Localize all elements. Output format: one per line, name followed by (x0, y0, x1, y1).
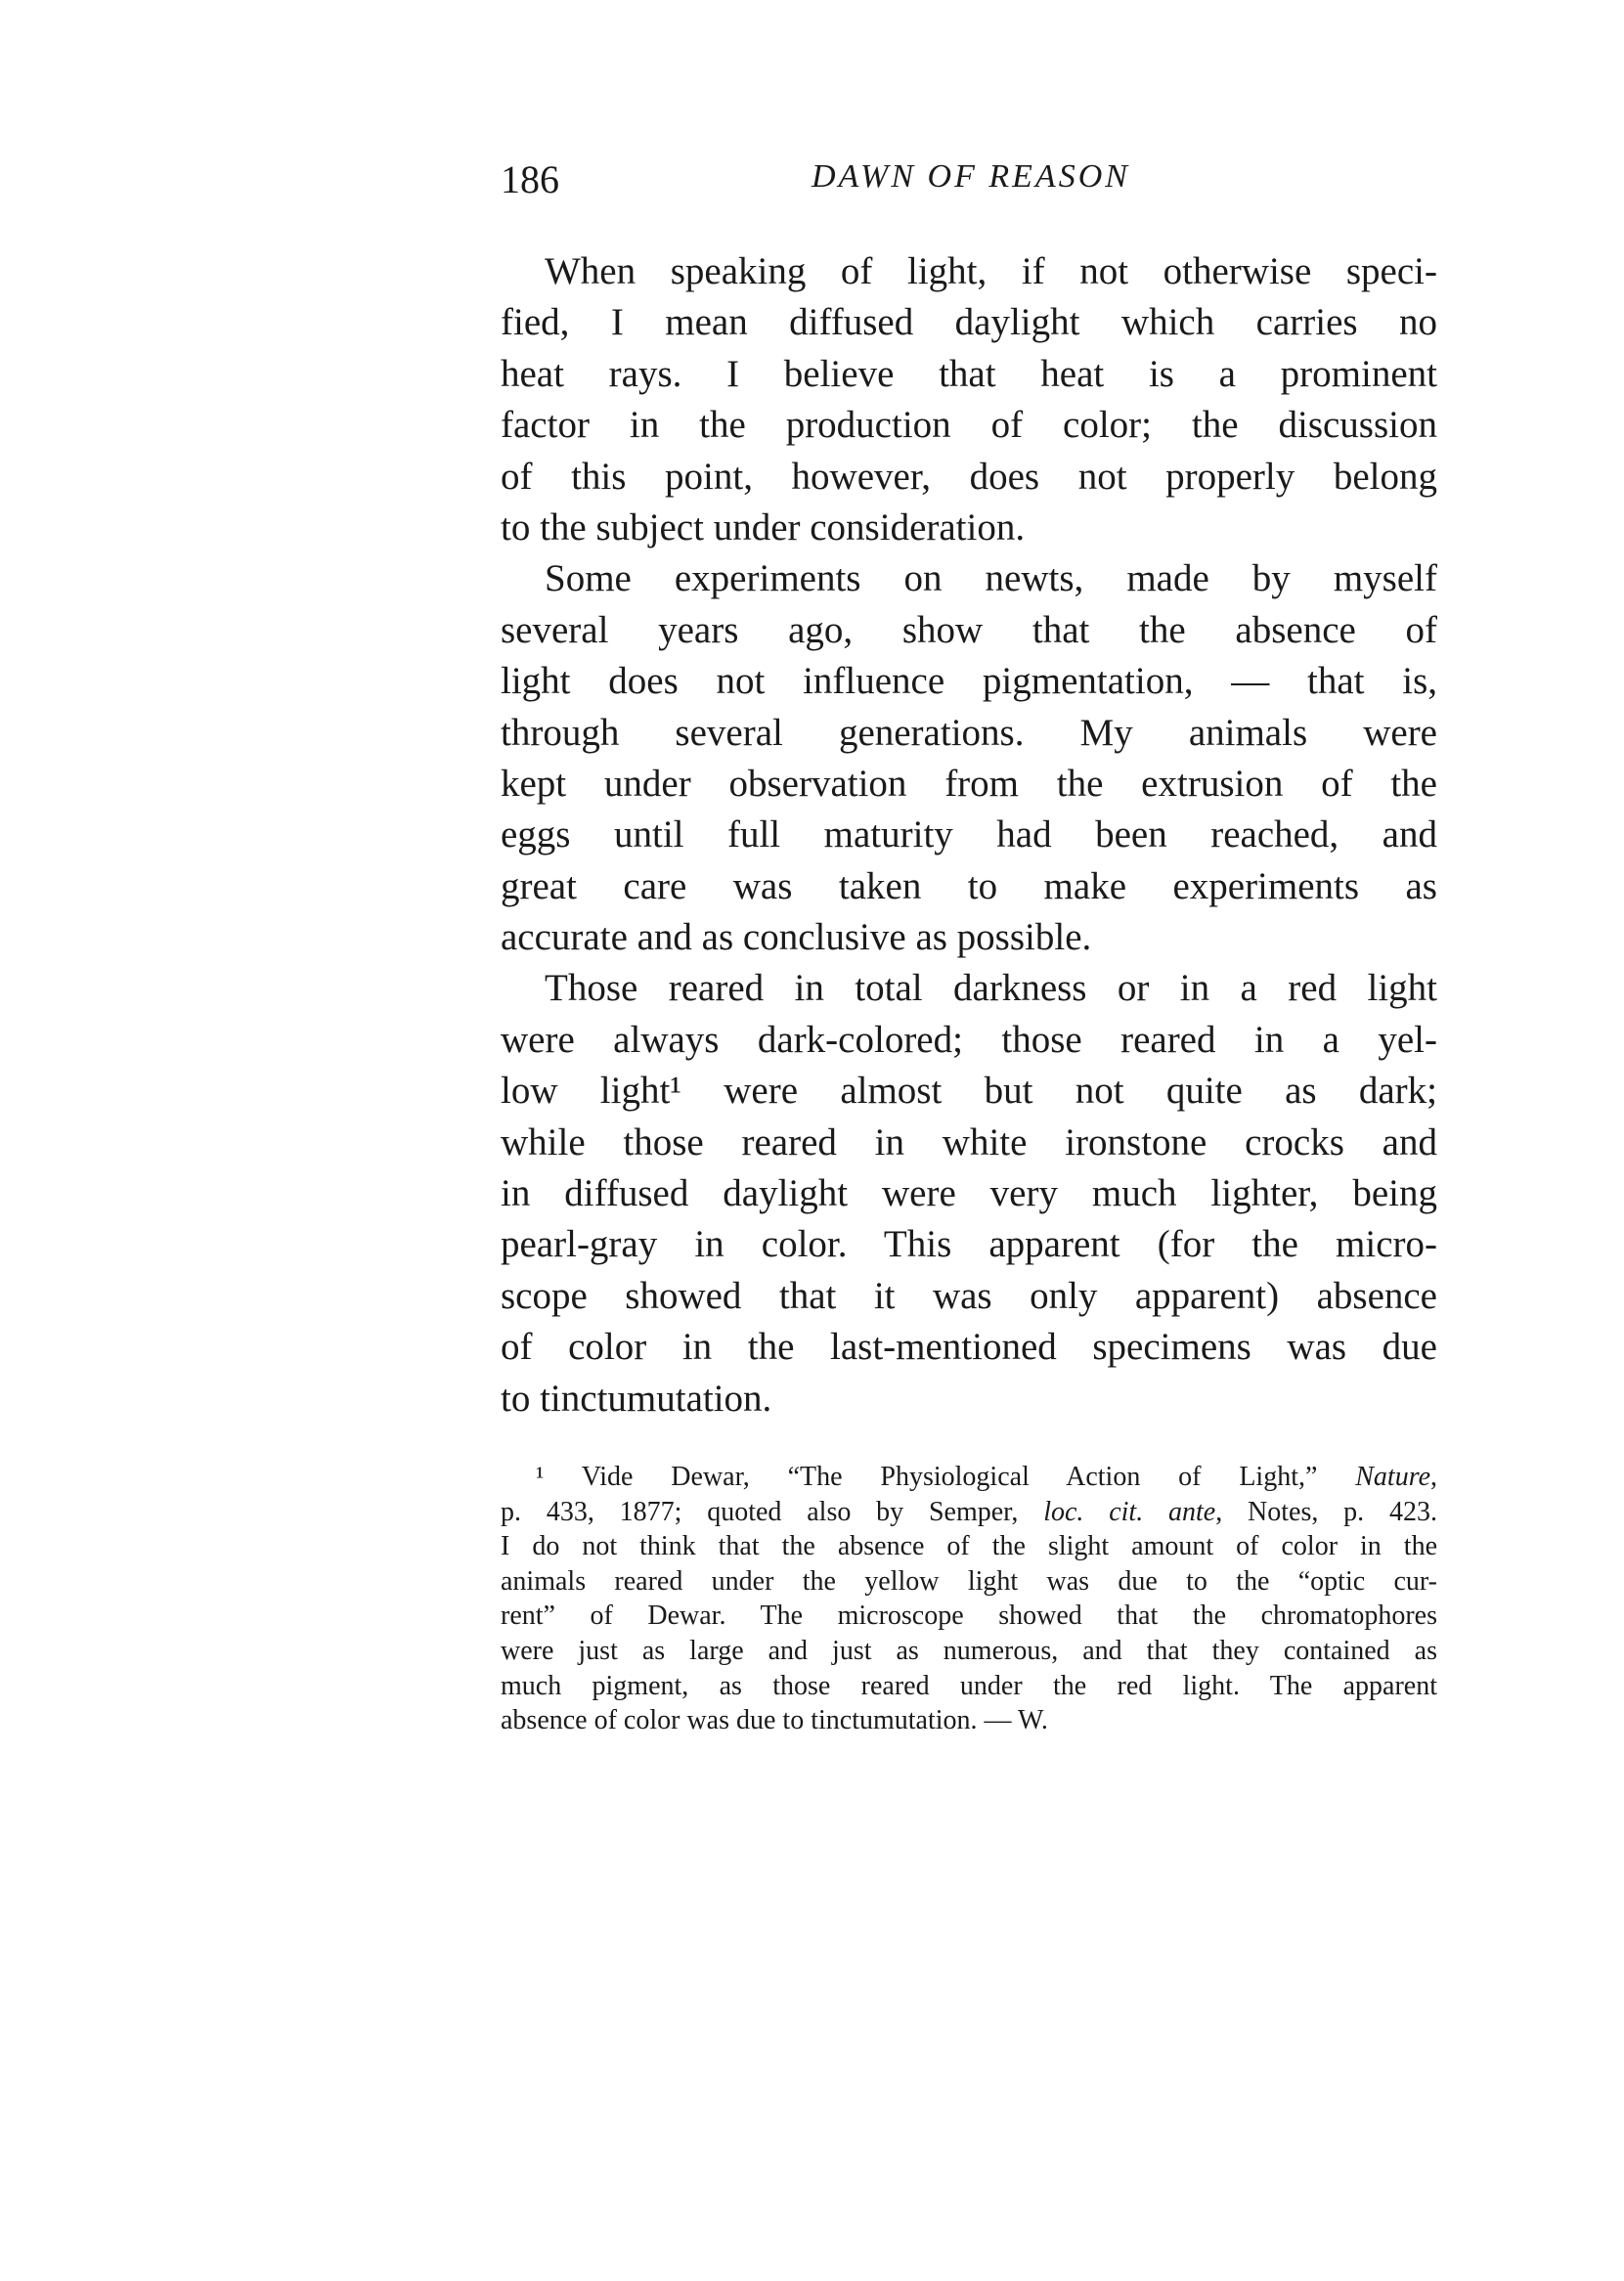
running-title: DAWN OF REASON (812, 158, 1130, 195)
text-line: Some experiments on newts, made by myself (545, 557, 1437, 600)
footnote-line: I do not think that the absence of the slight amount of color in the (501, 1531, 1437, 1562)
footnote-line: ¹ Vide Dewar, “The Physiological Action of Light,” Nature, (536, 1462, 1437, 1492)
footnote-line: animals reared under the yellow light was due to the “optic cur- (501, 1565, 1437, 1597)
text-line: through several generations. My animals were (501, 711, 1437, 754)
text-line: fied, I mean diffused daylight which carries no (501, 301, 1437, 344)
text-line: eggs until full maturity had been reached, and (501, 813, 1437, 856)
footnote-line: rent” of Dewar. The microscope showed that the chromatophores (501, 1601, 1437, 1632)
footnote-line: p. 433, 1877; quoted also by Semper, loc. cit. ante, Notes, p. 423. (501, 1496, 1438, 1527)
text-line: scope showed that it was only apparent) absence (501, 1274, 1437, 1317)
page-number: 186 (501, 157, 559, 201)
text-line: low light¹ were almost but not quite as dark; (501, 1070, 1437, 1113)
text-line: while those reared in white ironstone crocks and (501, 1120, 1437, 1163)
text-line: several years ago, show that the absence of (501, 608, 1437, 651)
text-line: of this point, however, does not properly belong (501, 455, 1437, 498)
body-text (501, 246, 1437, 1425)
text-line: kept under observation from the extrusion of the (501, 762, 1437, 805)
text-line: pearl-gray in color. This apparent (for the micro- (501, 1223, 1437, 1266)
text-line: light does not influence pigmentation, — that is, (501, 660, 1437, 703)
text-line: were always dark-colored; those reared in a yel- (501, 1018, 1437, 1061)
text-line: factor in the production of color; the discussion (501, 404, 1437, 447)
text-line: to tinctumutation. (501, 1377, 772, 1420)
text-line: heat rays. I believe that heat is a prominent (501, 352, 1437, 395)
text-line: to the subject under consideration. (501, 505, 1026, 548)
text-line: Those reared in total darkness or in a red light (545, 967, 1437, 1010)
text-line: in diffused daylight were very much lighter, being (501, 1172, 1437, 1215)
footnote-line: absence of color was due to tinctumutation. — W. (501, 1705, 1048, 1736)
footnote (501, 1460, 1437, 1738)
footnote-line: were just as large and just as numerous, and that they contained as (501, 1635, 1437, 1666)
text-line: accurate and as conclusive as possible. (501, 916, 1092, 959)
text-line: great care was taken to make experiments as (501, 864, 1437, 907)
footnote-line: much pigment, as those reared under the red light. The apparent (501, 1670, 1437, 1701)
text-line: When speaking of light, if not otherwise speci- (545, 250, 1437, 292)
text-line: of color in the last-mentioned specimens was due (501, 1326, 1437, 1369)
